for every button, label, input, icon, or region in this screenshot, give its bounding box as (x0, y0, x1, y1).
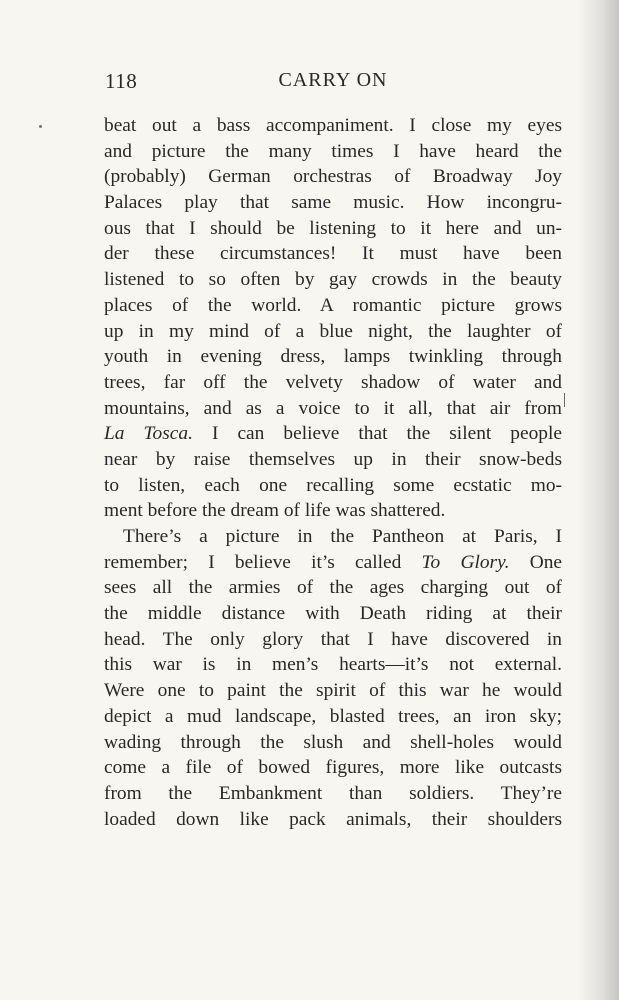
text-line: beat out a bass accompaniment. I close my eyes (104, 115, 562, 136)
running-head: CARRY ON (278, 69, 388, 91)
text-line: wading through the slush and shell-holes would (104, 731, 562, 753)
page-header (105, 69, 561, 99)
page-edge-shadow (577, 0, 619, 1000)
text-line: der these circumstances! It must have been (104, 243, 562, 265)
text-line: There’s a picture in the Pantheon at Paris, I (123, 526, 562, 547)
text-line: head. The only glory that I have discovered in (104, 628, 562, 650)
text-line: near by raise themselves up in their snow-beds (104, 448, 562, 470)
text-line: remember; I believe it’s called To Glory. One (104, 551, 562, 573)
body-text (104, 113, 562, 832)
text-line: ous that I should be listening to it here and un- (104, 217, 562, 239)
text-line: listened to so often by gay crowds in the beauty (104, 269, 562, 291)
text-line: sees all the armies of the ages charging out of (104, 577, 562, 599)
italic-title: La Tosca. (104, 423, 193, 445)
text-line: come a file of bowed figures, more like outcasts (104, 757, 562, 779)
paper-speck (39, 125, 42, 128)
text-line: mountains, and as a voice to it all, that air from (104, 397, 562, 419)
text-line: and picture the many times I have heard the (104, 140, 562, 162)
text-line: to listen, each one recalling some ecstatic mo- (104, 474, 562, 496)
text-line: Were one to paint the spirit of this war he would (104, 680, 562, 702)
text-line: this war is in men’s hearts—it’s not external. (104, 654, 562, 676)
text-line: ment before the dream of life was shattered. (104, 500, 446, 522)
text-line: depict a mud landscape, blasted trees, an iron sky; (104, 705, 562, 727)
text-line: from the Embankment than soldiers. They’re (104, 782, 562, 804)
paragraph (104, 524, 562, 832)
page-number: 118 (105, 69, 138, 93)
italic-title: To Glory. (421, 551, 510, 573)
text-line: loaded down like pack animals, their shoulders (104, 808, 562, 830)
text-line: Palaces play that same music. How incongru- (104, 192, 562, 214)
text-line: up in my mind of a blue night, the laughter of (104, 320, 562, 342)
text-line: the middle distance with Death riding at their (104, 603, 562, 625)
text-line: places of the world. A romantic picture grows (104, 294, 562, 316)
text-line: youth in evening dress, lamps twinkling through (104, 346, 562, 368)
text-line: La Tosca. I can believe that the silent people (104, 423, 562, 445)
text-line: trees, far off the velvety shadow of water and (104, 371, 562, 393)
margin-mark (564, 393, 565, 407)
paragraph (104, 113, 562, 524)
text-line: (probably) German orchestras of Broadway Joy (104, 166, 562, 188)
